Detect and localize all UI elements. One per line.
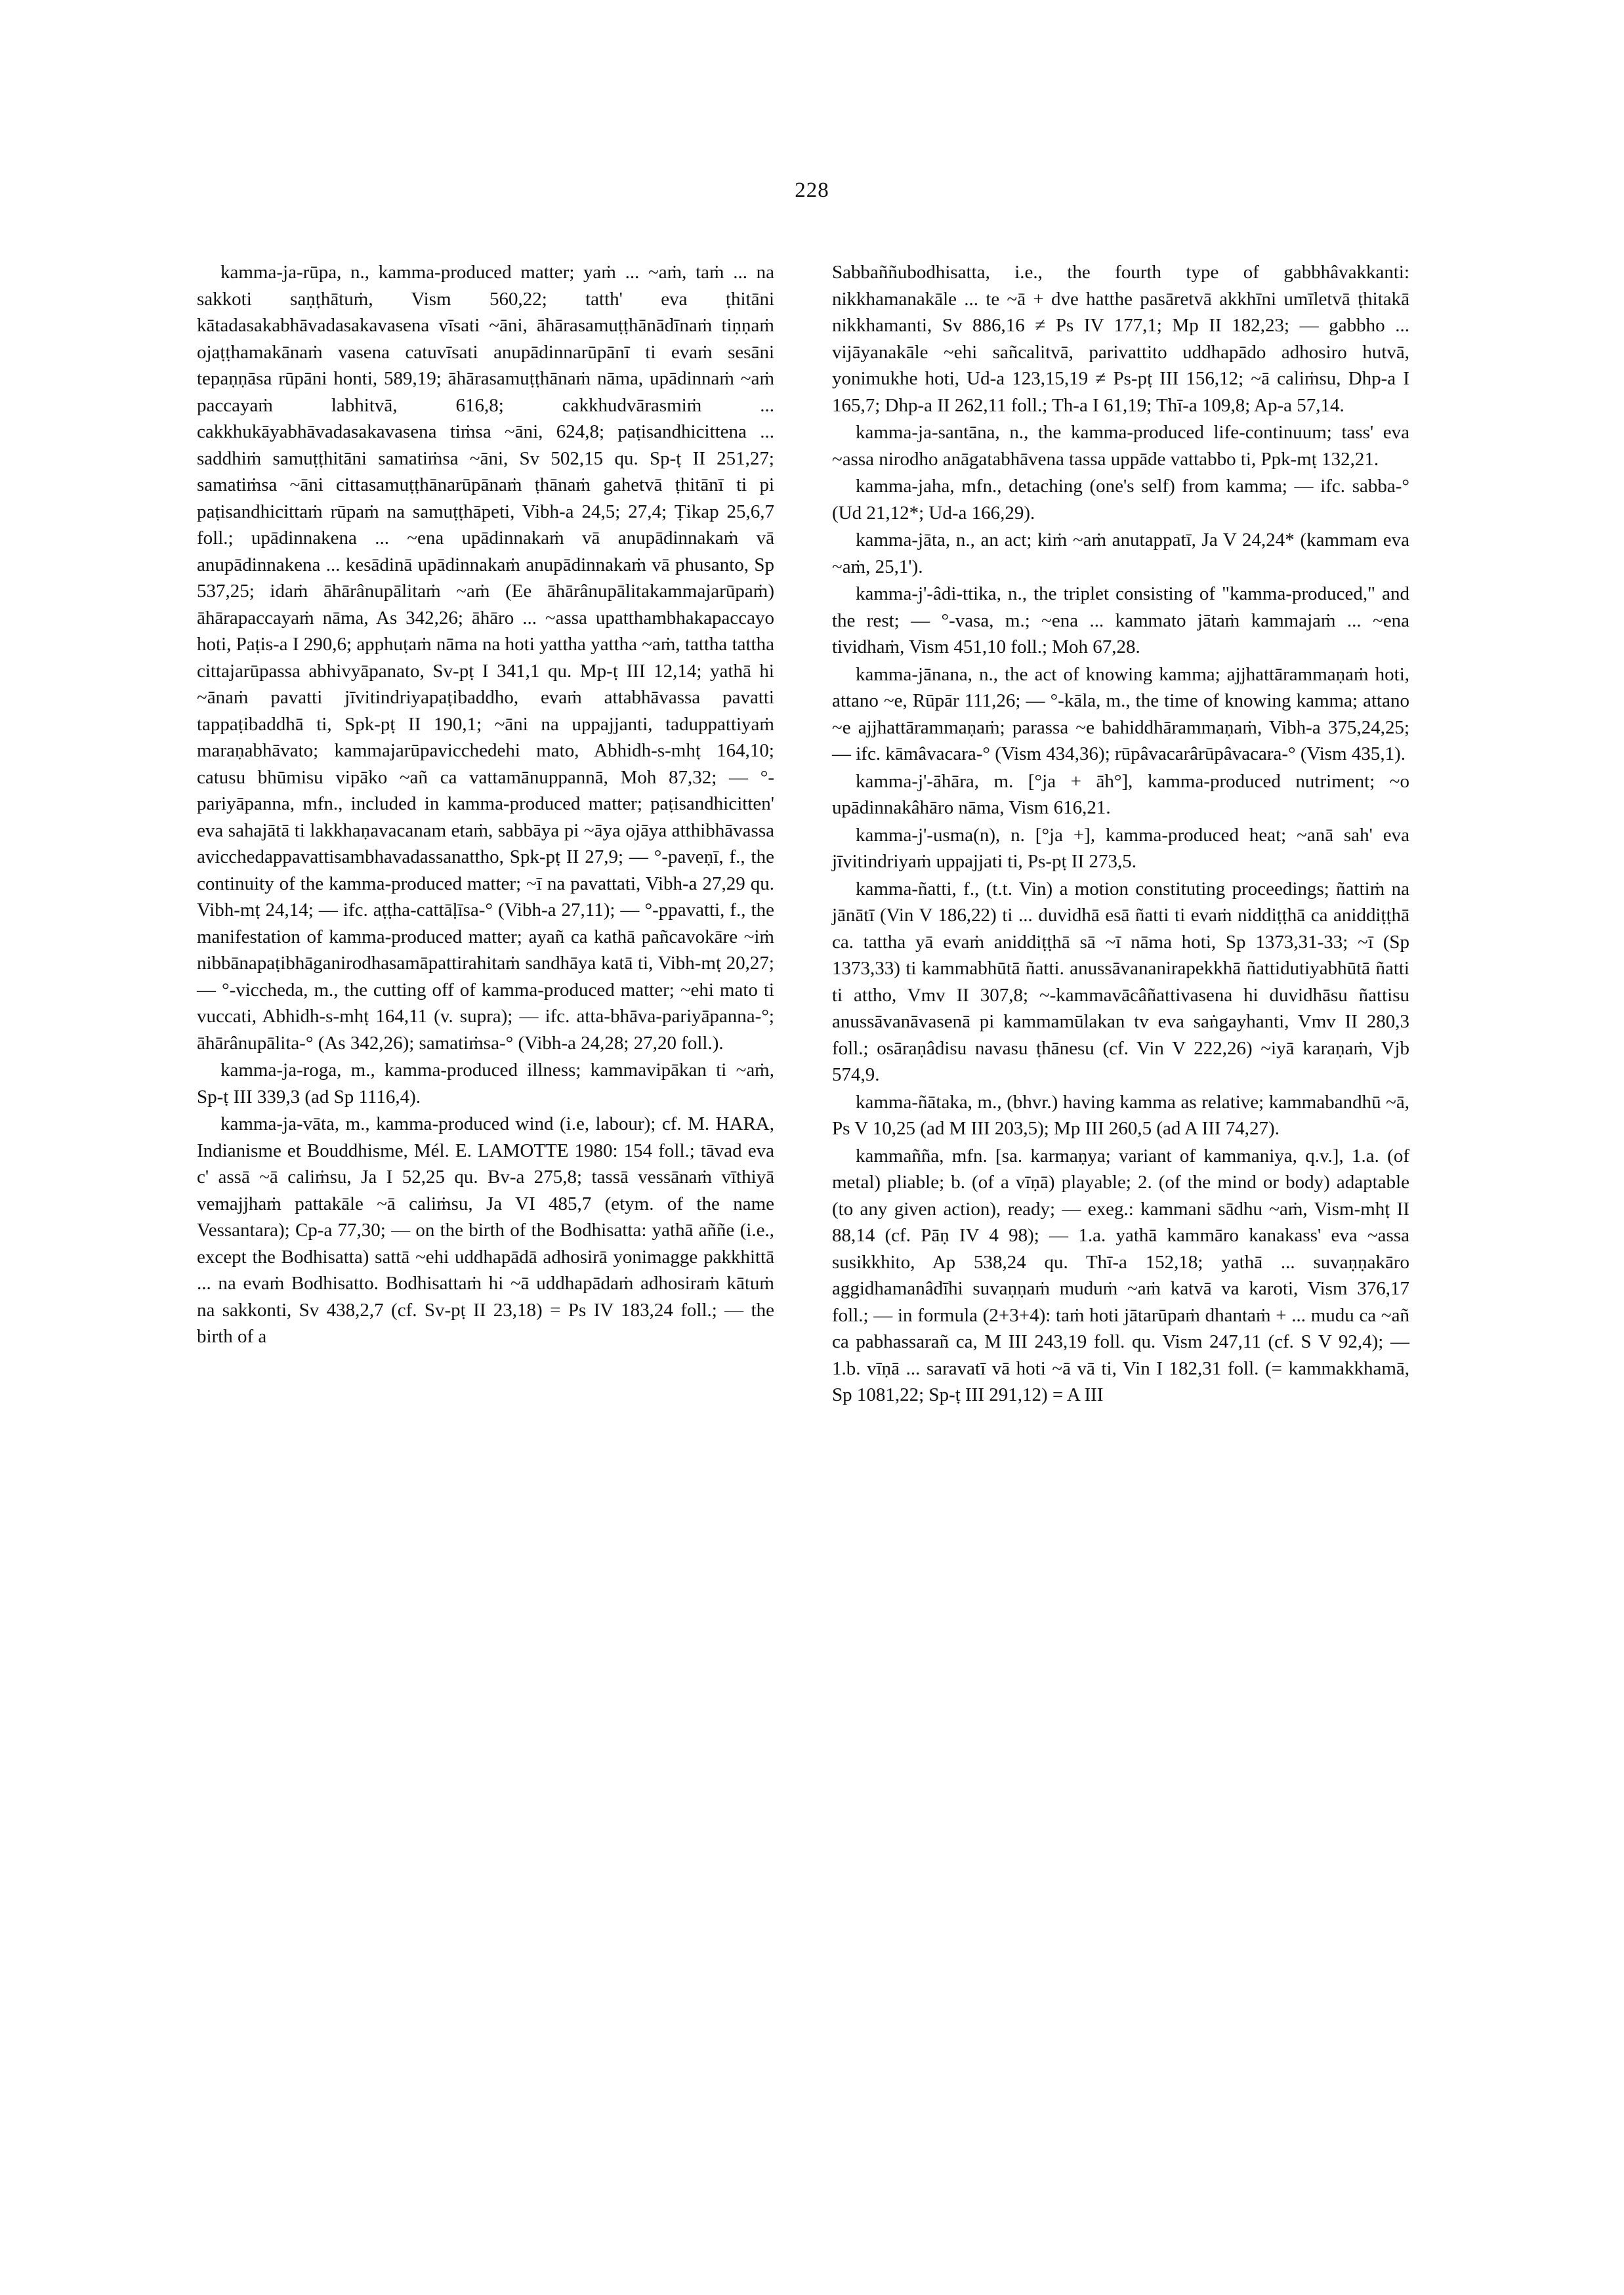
left-column [197, 259, 774, 1351]
entry-kamma-janana: kamma-jānana, n., the act of knowing kamma; ajjhattārammaṇaṁ hoti, attano ~e, Rūpār 111,26; — °-kāla, m., the time of knowing kamma; attano ~e ajjhattārammaṇaṁ; parassa ~e bahiddhārammaṇaṁ, Vibh-a 375,24,25; — ifc. kāmâvacara-° (Vism 434,36); rūpâvacarârūpâvacara-° (Vism 435,1). [832, 663, 1409, 764]
entry-kamma-ja-vata: kamma-ja-vāta, m., kamma-produced wind (i.e, labour); cf. M. HARA, Indianisme et Bouddhisme, Mél. E. LAMOTTE 1980: 154 foll.; tāvad eva c' assā ~ā caliṁsu, Ja I 52,25 qu. Bv-a 275,8; tassā vessānaṁ vīthiyā vemajjhaṁ pattakāle ~ā caliṁsu, Ja VI 485,7 (etym. of the name Vessantara); Cp-a 77,30; — on the birth of the Bodhisatta: yathā aññe (i.e., except the Bodhisatta) sattā ~ehi uddhapādā adhosirā yonimagge pakkhittā ... na evaṁ Bodhisatto. Bodhisattaṁ hi ~ā uddhapādaṁ adhosiraṁ kātuṁ na sakkonti, Sv 438,2,7 (cf. Sv-pṭ II 23,18) = Ps IV 183,24 foll.; — the birth of a [197, 1113, 774, 1347]
entry-kamma-ja-rupa: kamma-ja-rūpa, n., kamma-produced matter; yaṁ ... ~aṁ, taṁ ... na sakkoti saṇṭhātuṁ, Vism 560,22; tatth' eva ṭhitāni kātadasakabhāvadasakavasena vīsati ~āni, āhārasamuṭṭhānādīnaṁ tiṇṇaṁ ojaṭṭhamakānaṁ vasena catuvīsati anupādinnarūpānī ti evaṁ sesāni tepaṇṇāsa rūpāni honti, 589,19; āhārasamuṭṭhānaṁ nāma, upādinnaṁ ~aṁ paccayaṁ labhitvā, 616,8; cakkhudvārasmiṁ ... cakkhukāyabhāvadasakavasena tiṁsa ~āni, 624,8; paṭisandhicittena ... saddhiṁ samuṭṭhitāni samatiṁsa ~āni, Sv 502,15 qu. Sp-ṭ II 251,27; samatiṁsa ~āni cittasamuṭṭhānarūpānaṁ ṭhānaṁ gahetvā ṭhitānī ti pi paṭisandhicittaṁ rūpaṁ na samuṭṭhāpeti, Vibh-a 24,5; 27,4; Ṭikap 25,6,7 foll.; upādinnakena ... ~ena upādinnakaṁ vā anupādinnakaṁ vā anupādinnakena ... kesādinā upādinnakaṁ anupādinnakaṁ vā phusanto, Sp 537,25; idaṁ āhārânupālitaṁ ~aṁ (Ee āhārânupālitakammajarūpaṁ) āhārapaccayaṁ nāma, As 342,26; āhāro ... ~assa upatthambhakapaccayo hoti, Paṭis-a I 290,6; apphuṭaṁ nāma na hoti yattha yattha ~aṁ, tattha tattha cittajarūpassa abhivyāpanato, Sv-pṭ I 341,1 qu. Mp-ṭ III 12,14; yathā hi ~ānaṁ pavatti jīvitindriyapaṭibaddho, evaṁ attabhāvassa pavatti tappaṭibaddhā ti, Spk-pṭ II 190,1; ~āni na uppajjanti, taduppattiyaṁ maraṇabhāvato; kammajarūpavicchedehi mato, Abhidh-s-mhṭ 164,10; catusu bhūmisu vipāko ~añ ca vattamānuppannā, Moh 87,32; — °-pariyāpanna, mfn., included in kamma-produced matter; paṭisandhicitten' eva sahajātā ti lakkhaṇavacanam etaṁ, sabbāya pi ~āya ojāya atthibhāvassa avicchedappavattisambhavadassanattho, Spk-pṭ II 27,9; — °-paveṇī, f., the continuity of the kamma-produced matter; ~ī na pavattati, Vibh-a 27,29 qu. Vibh-mṭ 24,14; — ifc. aṭṭha-cattāḷīsa-° (Vibh-a 27,11); — °-ppavatti, f., the manifestation of kamma-produced matter; ayañ ca kathā pañcavokāre ~iṁ nibbānapaṭibhāganirodhasamāpattirahitaṁ sandhāya katā ti, Vibh-mṭ 20,27; — °-viccheda, m., the cutting off of kamma-produced matter; ~ehi mato ti vuccati, Abhidh-s-mhṭ 164,11 (v. supra); — ifc. atta-bhāva-pariyāpanna-°; āhārânupālita-° (As 342,26); samatiṁsa-° (Vibh-a 24,28; 27,20 foll.). [197, 262, 774, 1054]
page-number: 228 [795, 178, 829, 202]
entry-kamma-jata: kamma-jāta, n., an act; kiṁ ~aṁ anutappatī, Ja V 24,24* (kammam eva ~aṁ, 25,1'). [832, 529, 1409, 577]
right-column [832, 259, 1409, 1409]
entry-kammanna: kammañña, mfn. [sa. karmaṇya; variant of kammaniya, q.v.], 1.a. (of metal) pliable; b. (of a vīṇā) playable; 2. (of the mind or body) adaptable (to any given action), ready; — exeg.: kammani sādhu ~aṁ, Vism-mhṭ II 88,14 (cf. Pāṇ IV 4 98); — 1.a. yathā kammāro kanakass' eva ~assa susikkhito, Ap 538,24 qu. Thī-a 152,18; yathā ... suvaṇṇakāro aggidhamanâdīhi suvaṇṇaṁ muduṁ ~aṁ katvā va karoti, Vism 376,17 foll.; — in formula (2+3+4): taṁ hoti jātarūpaṁ dhantaṁ + ... mudu ca ~añ ca pabhassarañ ca, M III 243,19 foll. qu. Vism 247,11 (cf. S V 92,4); — 1.b. vīṇā ... saravatī vā hoti ~ā vā ti, Vin I 182,31 foll. (= kammakkhamā, Sp 1081,22; Sp-ṭ III 291,12) = A III [832, 1145, 1409, 1405]
entry-kamma-natti: kamma-ñatti, f., (t.t. Vin) a motion constituting proceedings; ñattiṁ na jānātī (Vin V 186,22) ti ... duvidhā esā ñatti ti evaṁ niddiṭṭhā ca aniddiṭṭhā ca. tattha yā evaṁ aniddiṭṭhā sā ~ī nāma hoti, Sp 1373,31-33; ~ī (Sp 1373,33) ti kammabhūtā ñatti. anussāvananirapekkhā ñattidutiyabhūtā ñatti ti attho, Vmv II 307,8; ~-kammavācâñattivasena hi duvidhāsu ñattisu anussāvanāvasenā pi kammamūlakan tv eva saṅgayhanti, Vmv II 280,3 foll.; osāraṇâdisu navasu ṭhānesu (cf. Vin V 222,26) ~iyā karaṇaṁ, Vjb 574,9. [832, 878, 1409, 1085]
entry-kamma-jaha: kamma-jaha, mfn., detaching (one's self) from kamma; — ifc. sabba-° (Ud 21,12*; Ud-a 166,29). [832, 476, 1409, 524]
entry-kamma-nataka: kamma-ñātaka, m., (bhvr.) having kamma as relative; kammabandhū ~ā, Ps V 10,25 (ad M III 203,5); Mp III 260,5 (ad A III 74,27). [832, 1091, 1409, 1139]
entry-kamma-j-ahara: kamma-j'-āhāra, m. [°ja + āh°], kamma-produced nutriment; ~o upādinnakâhāro nāma, Vism 616,21. [832, 770, 1409, 818]
entry-kamma-j-usma: kamma-j'-usma(n), n. [°ja +], kamma-produced heat; ~anā sah' eva jīvitindriyaṁ uppajjati ti, Ps-pṭ II 273,5. [832, 824, 1409, 872]
entry-kamma-j-adi-ttika: kamma-j'-âdi-ttika, n., the triplet consisting of "kamma-produced," and the rest; — °-vasa, m.; ~ena ... kammato jātaṁ kammajaṁ ... ~ena tividhaṁ, Vism 451,10 foll.; Moh 67,28. [832, 583, 1409, 657]
entry-kamma-ja-santana: kamma-ja-santāna, n., the kamma-produced life-continuum; tass' eva ~assa nirodho anāgatabhāvena tassa uppāde vattabbo ti, Ppk-mṭ 132,21. [832, 422, 1409, 470]
entry-kamma-ja-roga: kamma-ja-roga, m., kamma-produced illness; kammavipākan ti ~aṁ, Sp-ṭ III 339,3 (ad Sp 1116,4). [197, 1060, 774, 1107]
entry-kamma-ja-vata-continued: Sabbaññubodhisatta, i.e., the fourth type of gabbhâvakkanti: nikkhamanakāle ... te ~ā + dve hatthe pasāretvā akkhīni umīletvā ṭhitakā nikkhamanti, Sv 886,16 ≠ Ps IV 177,1; Mp II 182,23; — gabbho ... vijāyanakāle ~ehi sañcalitvā, parivattito uddhapādo adhosiro hutvā, yonimukhe hoti, Ud-a 123,15,19 ≠ Ps-pṭ III 156,12; ~ā caliṁsu, Dhp-a I 165,7; Dhp-a II 262,11 foll.; Th-a I 61,19; Thī-a 109,8; Ap-a 57,14. [832, 262, 1409, 416]
